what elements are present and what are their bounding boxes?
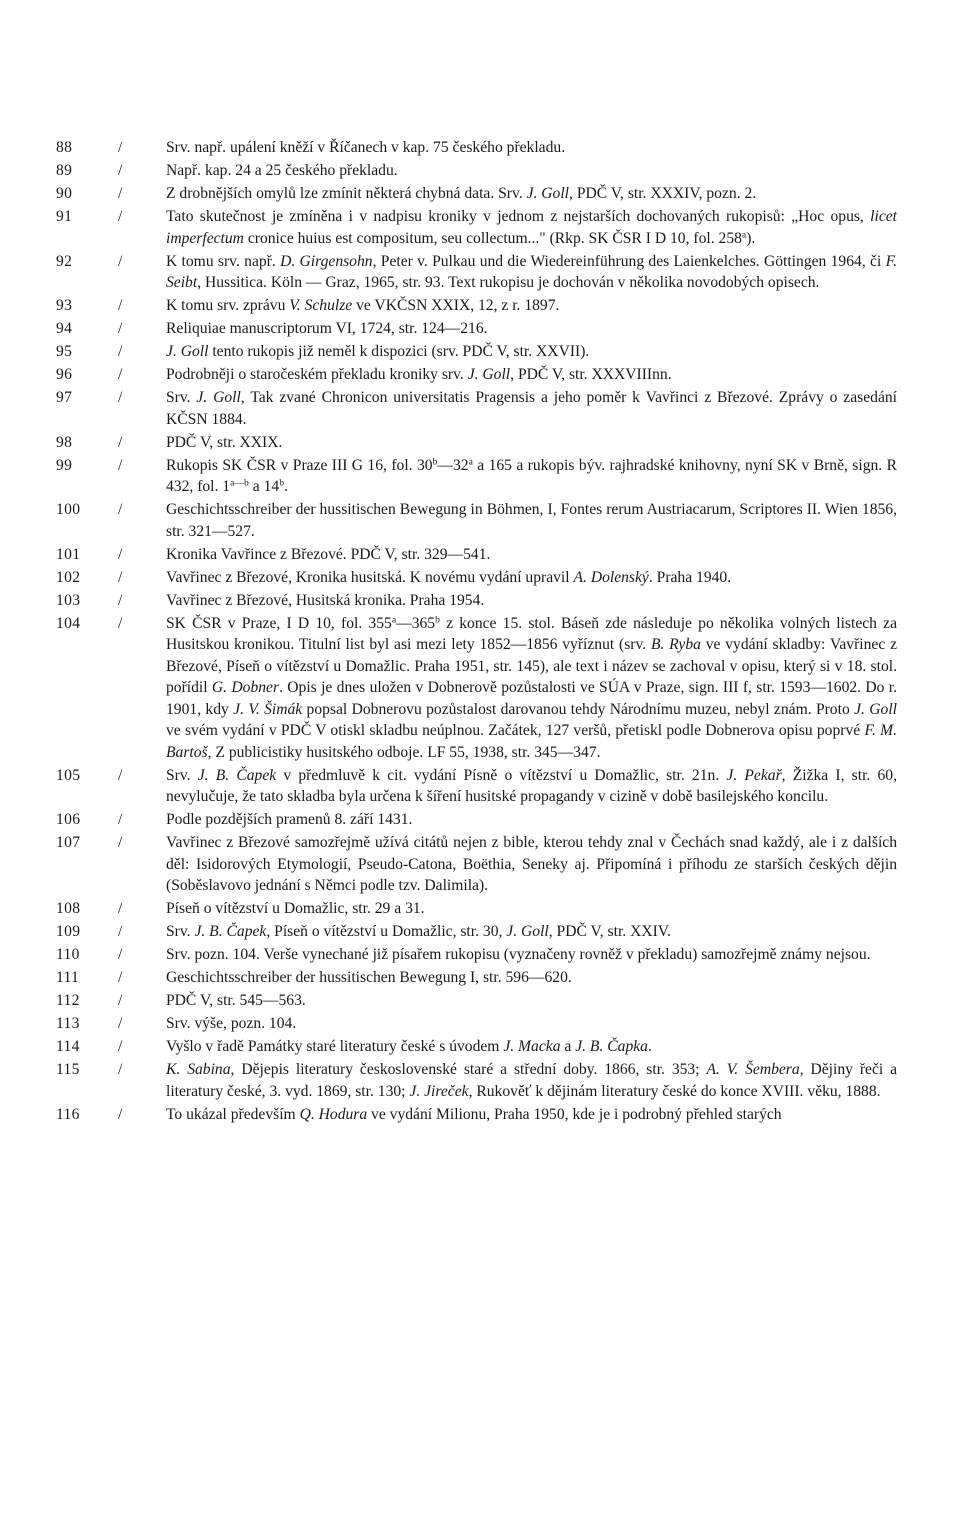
- footnote-text: Srv. J. B. Čapek, Píseň o vítězství u Domažlic, str. 30, J. Goll, PDČ V, str. XXIV.: [166, 923, 671, 940]
- footnote-separator: /: [118, 568, 123, 586]
- footnote: [0, 160, 960, 182]
- footnote: [0, 809, 960, 831]
- footnote: [0, 1104, 960, 1126]
- footnote-number: 105: [56, 766, 81, 784]
- footnote-number: 114: [56, 1038, 80, 1055]
- footnote-text: Vavřinec z Březové, Husitská kronika. Praha 1954.: [166, 591, 485, 609]
- footnote-separator: /: [118, 208, 123, 225]
- footnote-text: SK ČSR v Praze, I D 10, fol. 355$^a$—365$^b$ z konce 15. stol. Báseň zde následuje po několika volných listech za Husitskou kronikou. Titulní list byl asi mezi lety 1852—1856 vyříznut (srv. B. Ryba ve vydání skladby: Vavřinec z Březové, Píseň o vítězství u Domažlic. Praha 1951, str. 145), ale text i název se zachoval v opisu, který si v 18. stol. pořídil G. Dobner. Opis je dnes uložen v Dobnerově pozůstalosti ve SÚA v Praze, sign. III f, str. 1593—1602. Do r. 1901, kdy J. V. Šimák popsal Dobnerovu pozůstalost darovanou tehdy Národnímu muzeu, nebyl znám. Proto J. Goll ve svém vydání v PDČ V otiskl skladbu neúplnou. Začátek, 127 veršů, přetiskl podle Dobnerova opisu poprvé F. M. Bartoš, Z publicistiky husitského odboje. LF 55, 1938, str. 345—347.: [166, 614, 898, 761]
- footnote-text: Srv. pozn. 104. Verše vynechané již písařem rukopisu (vyznačeny rovněž v překladu) samozřejmě známy nejsou.: [166, 946, 871, 963]
- footnote-separator: /: [118, 456, 123, 474]
- footnote: [0, 137, 960, 159]
- footnote-number: 96: [56, 366, 73, 383]
- footnote-separator: /: [118, 162, 123, 179]
- footnote-number: 101: [56, 545, 81, 563]
- footnote-text: PDČ V, str. 545—563.: [166, 992, 306, 1009]
- footnote: [0, 499, 960, 542]
- footnote: [0, 295, 960, 317]
- footnotes-list: [0, 137, 960, 1127]
- footnote-text: Vyšlo v řadě Památky staré literatury české s úvodem J. Macka a J. B. Čapka.: [166, 1038, 652, 1055]
- footnote-number: 116: [56, 1105, 80, 1123]
- footnote: [0, 183, 960, 205]
- footnote-number: 95: [56, 343, 73, 360]
- footnote-separator: /: [118, 614, 123, 632]
- footnote-text: Vavřinec z Březové, Kronika husitská. K novému vydání upravil A. Dolenský. Praha 1940.: [166, 568, 732, 586]
- footnote-separator: /: [118, 900, 123, 917]
- footnote-number: 93: [56, 297, 73, 314]
- footnote-number: 109: [56, 923, 81, 940]
- footnote: [0, 387, 960, 430]
- footnote-separator: /: [118, 343, 123, 360]
- footnote-text: Vavřinec z Březové samozřejmě užívá citátů nejen z bible, kterou tehdy znal v Čechách snad každý, ale i z dalších děl: Isidorových Etymologií, Pseudo-Catona, Boëthia, Seneky aj. Připomíná i příhodu ze starších českých dějin (Soběslavovo jednání s Němci podle tzv. Dalimila).: [166, 834, 897, 894]
- footnote-separator: /: [118, 252, 123, 270]
- footnote-number: 99: [56, 456, 73, 474]
- footnote-separator: /: [118, 389, 123, 406]
- footnote-number: 91: [56, 208, 73, 225]
- footnote: [0, 432, 960, 454]
- footnote-number: 88: [56, 139, 73, 156]
- footnote-text: Srv. J. Goll, Tak zvané Chronicon universitatis Pragensis a jeho poměr k Vavřinci z Březové. Zprávy o zasedání KČSN 1884.: [166, 389, 897, 428]
- footnote-separator: /: [118, 969, 123, 986]
- footnote-number: 90: [56, 185, 73, 202]
- footnote-number: 110: [56, 946, 80, 963]
- footnote: [0, 364, 960, 386]
- footnote-number: 98: [56, 433, 73, 451]
- footnote-text: Srv. např. upálení kněží v Říčanech v kap. 75 českého překladu.: [166, 139, 566, 156]
- footnote: [0, 1013, 960, 1035]
- footnote-number: 94: [56, 320, 73, 337]
- footnote: [0, 1059, 960, 1102]
- footnote-number: 100: [56, 501, 81, 518]
- footnote: [0, 455, 960, 498]
- footnote: [0, 765, 960, 808]
- footnote-number: 113: [56, 1015, 80, 1032]
- footnote-separator: /: [118, 139, 123, 156]
- footnote-number: 103: [56, 591, 81, 609]
- footnote: [0, 341, 960, 363]
- footnote: [0, 318, 960, 340]
- footnote-separator: /: [118, 1105, 123, 1123]
- footnote-number: 108: [56, 900, 81, 917]
- footnote-number: 89: [56, 162, 73, 179]
- footnote: [0, 990, 960, 1012]
- footnote-number: 111: [56, 969, 80, 986]
- footnote-text: Kronika Vavřince z Březové. PDČ V, str. 329—541.: [166, 545, 491, 563]
- footnote-text: Podrobněji o staročeském překladu kroniky srv. J. Goll, PDČ V, str. XXXVIIInn.: [166, 366, 672, 383]
- footnote-separator: /: [118, 185, 123, 202]
- footnote-separator: /: [118, 1015, 123, 1032]
- footnote: [0, 613, 960, 764]
- footnote: [0, 921, 960, 943]
- footnote-text: Tato skutečnost je zmíněna i v nadpisu kroniky v jednom z nejstarších dochovaných rukopisů: „Hoc opus, licet imperfectum cronice huius est compositum, seu collectum..." (Rkp. SK ČSR I D 10, fol. 258$^a$).: [166, 208, 897, 247]
- footnote: [0, 898, 960, 920]
- footnote-text: Srv. výše, pozn. 104.: [166, 1015, 297, 1032]
- footnote-text: Píseň o vítězství u Domažlic, str. 29 a 31.: [166, 900, 425, 917]
- footnote-separator: /: [118, 1038, 123, 1055]
- footnote-separator: /: [118, 946, 123, 963]
- footnote-separator: /: [118, 923, 123, 940]
- footnote-separator: /: [118, 834, 123, 851]
- footnote: [0, 567, 960, 589]
- footnote-separator: /: [118, 1061, 123, 1078]
- footnote-number: 112: [56, 992, 80, 1009]
- footnote-text: To ukázal především Q. Hodura ve vydání Milionu, Praha 1950, kde je i podrobný přehled starých: [166, 1105, 782, 1123]
- footnote-separator: /: [118, 591, 123, 609]
- footnote-text: Např. kap. 24 a 25 českého překladu.: [166, 162, 398, 179]
- footnote: [0, 251, 960, 294]
- footnote: [0, 944, 960, 966]
- footnote-number: 115: [56, 1061, 80, 1078]
- footnote-separator: /: [118, 545, 123, 563]
- footnote: [0, 590, 960, 612]
- footnote-text: Z drobnějších omylů lze zmínit některá chybná data. Srv. J. Goll, PDČ V, str. XXXIV, pozn. 2.: [166, 185, 757, 202]
- footnote-text: K. Sabina, Dějepis literatury československé staré a střední doby. 1866, str. 353; A. V. Šembera, Dějiny řeči a literatury české, 3. vyd. 1869, str. 130; J. Jireček, Rukověť k dějinám literatury české do konce XVIII. věku, 1888.: [166, 1061, 898, 1100]
- footnote-text: Geschichtsschreiber der hussitischen Bewegung in Böhmen, I, Fontes rerum Austriacarum, Scriptores II. Wien 1856, str. 321—527.: [166, 501, 897, 540]
- footnote-number: 102: [56, 568, 81, 586]
- footnote-number: 106: [56, 811, 81, 828]
- footnote: [0, 832, 960, 897]
- footnote-separator: /: [118, 811, 123, 828]
- footnote: [0, 544, 960, 566]
- footnote-number: 107: [56, 834, 81, 851]
- footnote-text: Podle pozdějších pramenů 8. září 1431.: [166, 811, 413, 828]
- footnote-text: Reliquiae manuscriptorum VI, 1724, str. 124—216.: [166, 320, 488, 337]
- footnote-text: Srv. J. B. Čapek v předmluvě k cit. vydání Písně o vítězství u Domažlic, str. 21n. J. Pekař, Žižka I, str. 60, nevylučuje, že tato skladba byla určena k šíření husitské propagandy v cizině v době basilejského koncilu.: [166, 766, 897, 805]
- footnote-separator: /: [118, 766, 123, 784]
- footnote-number: 92: [56, 252, 73, 270]
- footnote-separator: /: [118, 433, 123, 451]
- footnote-text: K tomu srv. zprávu V. Schulze ve VKČSN XXIX, 12, z r. 1897.: [166, 297, 560, 314]
- footnote-separator: /: [118, 366, 123, 383]
- footnote: [0, 967, 960, 989]
- footnote-number: 97: [56, 389, 73, 406]
- footnote: [0, 1036, 960, 1058]
- footnote-text: K tomu srv. např. D. Girgensohn, Peter v. Pulkau und die Wiedereinführung des Laienkelches. Göttingen 1964, či F. Seibt, Hussitica. Köln — Graz, 1965, str. 93. Text rukopisu je dochován v několika novodobých opisech.: [166, 252, 897, 291]
- footnote-separator: /: [118, 992, 123, 1009]
- footnote-number: 104: [56, 614, 81, 632]
- footnote-text: Geschichtsschreiber der hussitischen Bewegung I, str. 596—620.: [166, 969, 572, 986]
- footnote-separator: /: [118, 297, 123, 314]
- footnote-text: J. Goll tento rukopis již neměl k dispozici (srv. PDČ V, str. XXVII).: [166, 343, 590, 360]
- footnote-text: PDČ V, str. XXIX.: [166, 433, 283, 451]
- footnote-text: Rukopis SK ČSR v Praze III G 16, fol. 30$^b$—32$^a$ a 165 a rukopis býv. rajhradské knihovny, nyní SK v Brně, sign. R 432, fol. $1^{a—b}$ a 14$^b$.: [166, 456, 897, 495]
- footnote-separator: /: [118, 320, 123, 337]
- footnote: [0, 206, 960, 249]
- footnote-separator: /: [118, 501, 123, 518]
